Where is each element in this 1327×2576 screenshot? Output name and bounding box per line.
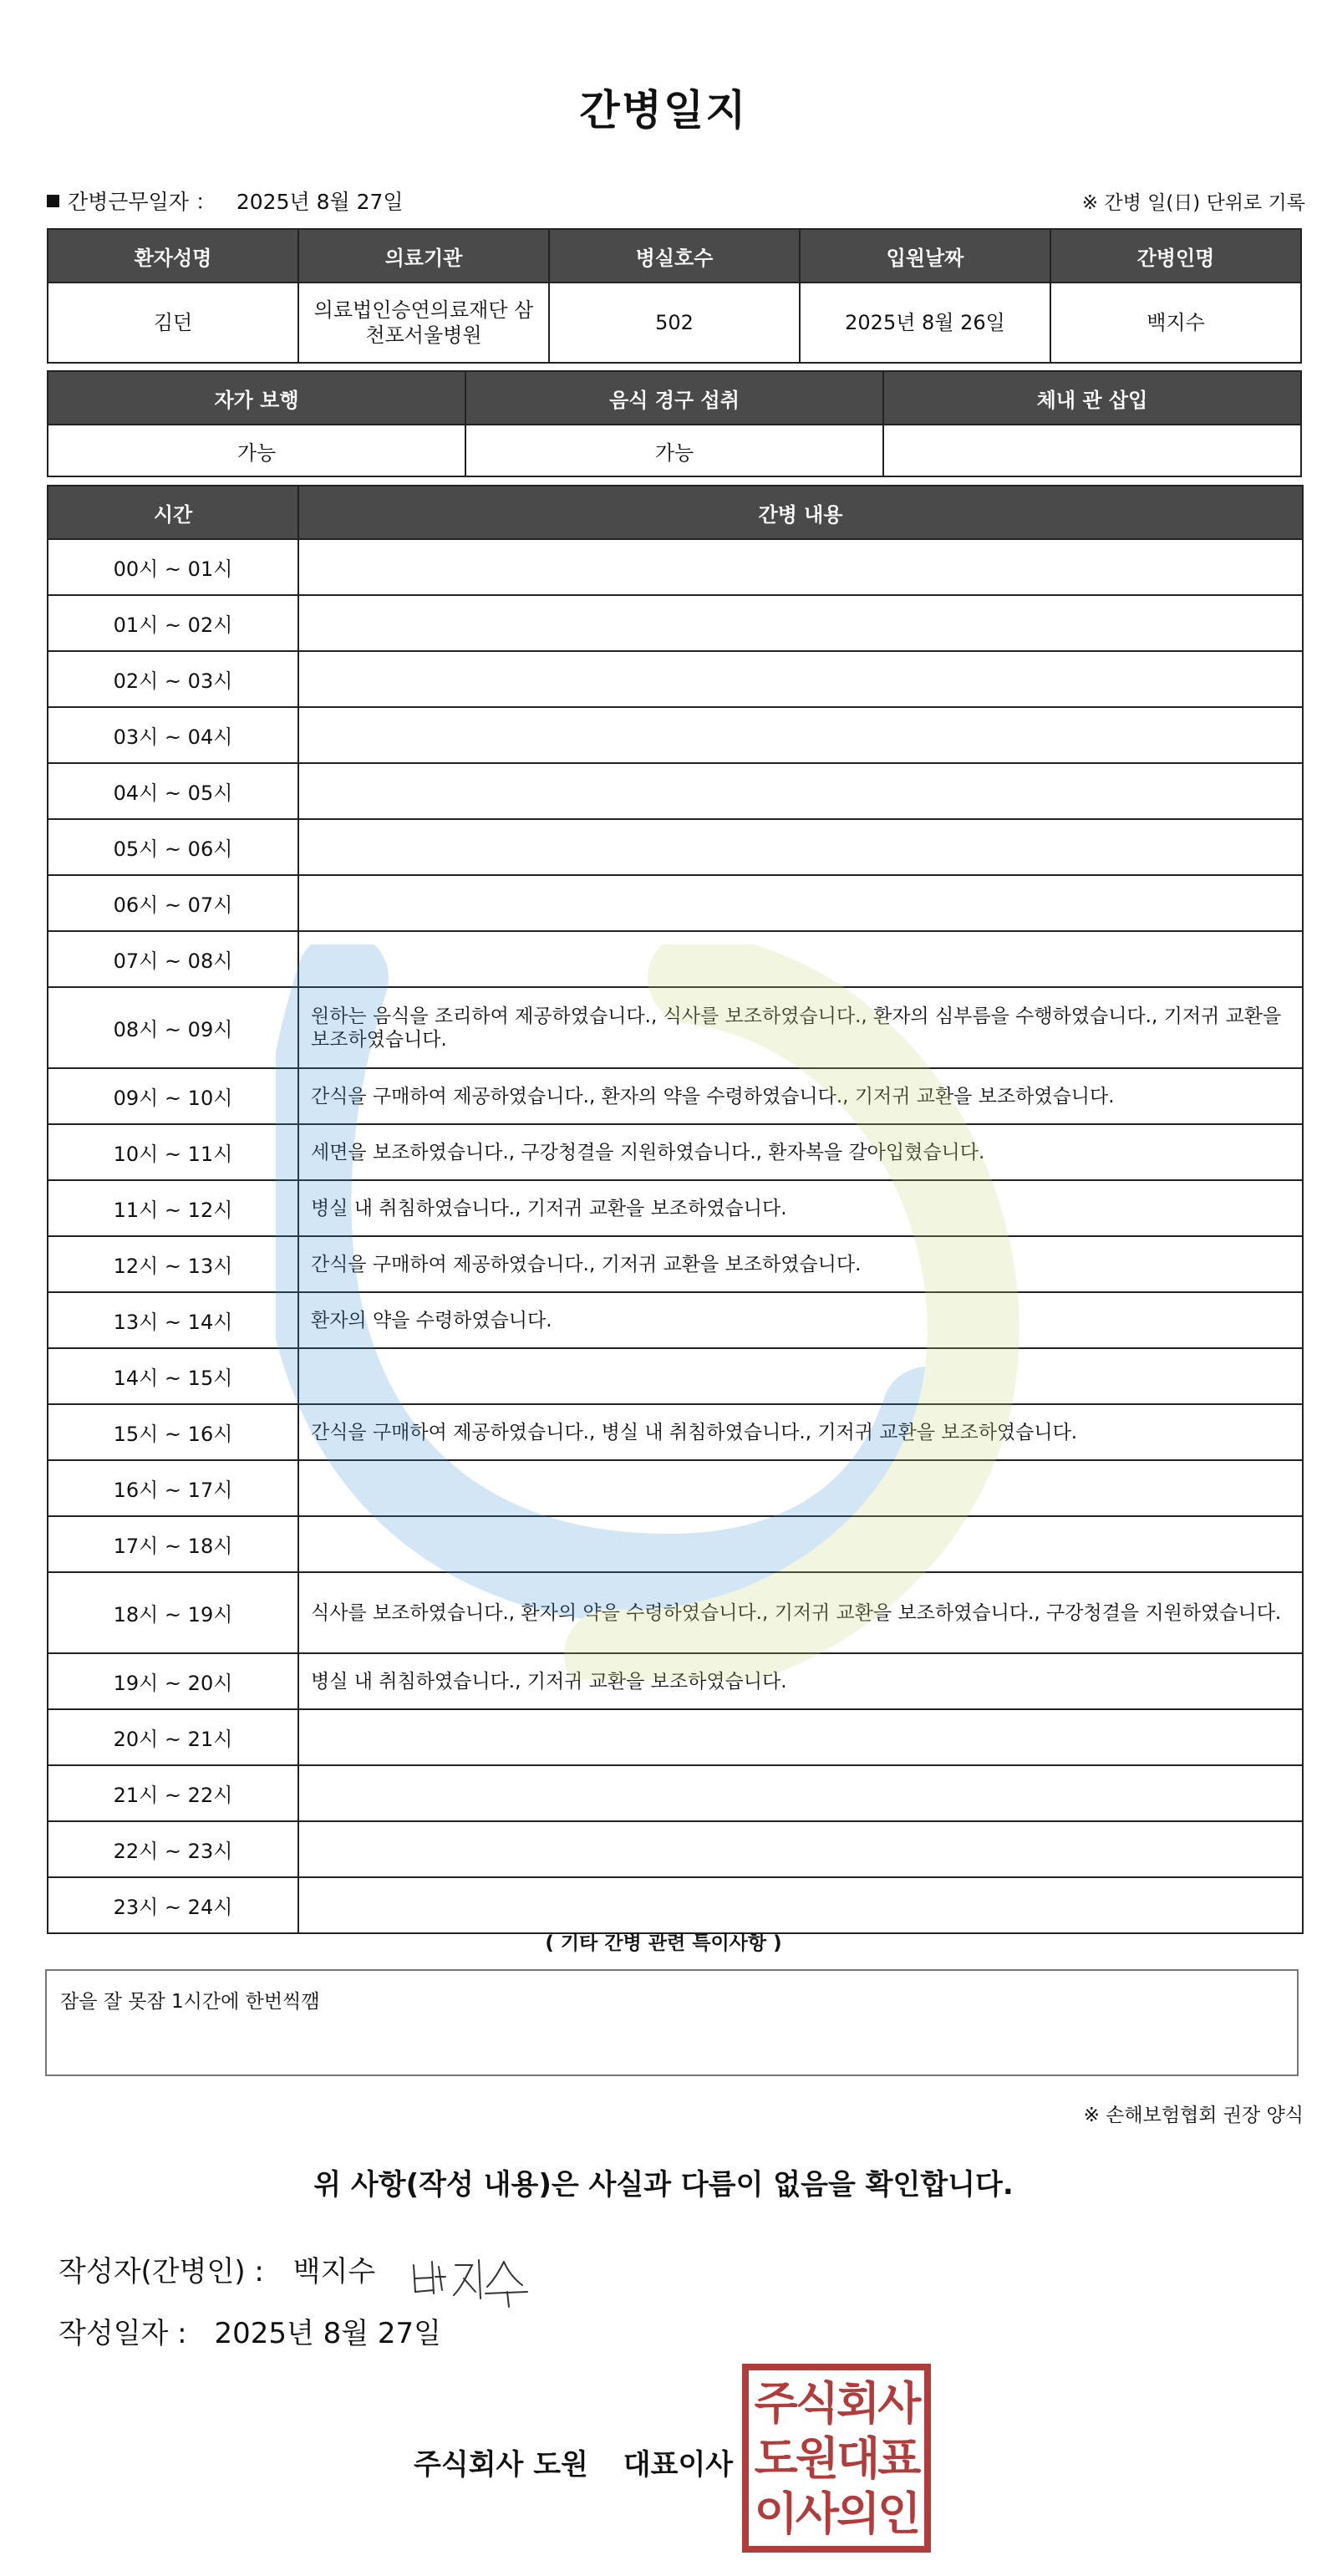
care-content-cell — [298, 595, 1303, 651]
care-content-cell — [298, 1877, 1303, 1933]
care-log-table — [47, 485, 1304, 1934]
time-cell: 21시 ~ 22시 — [48, 1765, 298, 1821]
table-row — [48, 763, 1303, 819]
care-content-cell — [298, 651, 1303, 707]
care-content-cell: 간식을 구매하여 제공하였습니다., 병실 내 취침하였습니다., 기저귀 교환을 보조하였습니다. — [298, 1404, 1303, 1460]
record-note: ※ 간병 일(日) 단위로 기록 — [1081, 192, 1305, 214]
patient-name: 김던 — [48, 283, 298, 363]
writer — [58, 2248, 375, 2289]
work-date-label: 간병근무일자 ： — [68, 190, 216, 214]
care-content-cell — [298, 1516, 1303, 1572]
time-cell: 03시 ~ 04시 — [48, 707, 298, 763]
time-cell: 10시 ~ 11시 — [48, 1124, 298, 1180]
handwritten-signature — [405, 2240, 547, 2315]
header-care-content: 간병 내용 — [298, 486, 1303, 539]
table-row — [48, 987, 1303, 1068]
header-oral-intake: 음식 경구 섭취 — [465, 371, 883, 425]
header-walking: 자가 보행 — [48, 371, 465, 425]
table-row — [48, 1765, 1303, 1821]
company-seal — [742, 2364, 931, 2553]
table-row — [48, 1236, 1303, 1292]
time-cell: 17시 ~ 18시 — [48, 1516, 298, 1572]
care-content-cell — [298, 875, 1303, 931]
header-admission-date: 입원날짜 — [800, 229, 1050, 283]
table-row — [48, 1348, 1303, 1404]
patient-info-header — [48, 229, 1301, 283]
square-bullet-icon — [47, 195, 59, 207]
table-row — [48, 1124, 1303, 1180]
patient-status-header — [48, 371, 1301, 425]
table-row — [48, 1709, 1303, 1765]
care-content-cell — [298, 539, 1303, 595]
time-cell: 13시 ~ 14시 — [48, 1292, 298, 1348]
time-cell: 09시 ~ 10시 — [48, 1068, 298, 1124]
table-row — [48, 1516, 1303, 1572]
care-content-cell — [298, 1765, 1303, 1821]
work-date-value: 2025년 8월 27일 — [236, 190, 404, 214]
time-cell: 18시 ~ 19시 — [48, 1572, 298, 1653]
table-row — [48, 1653, 1303, 1709]
tube-value — [883, 425, 1301, 476]
care-content-cell — [298, 1821, 1303, 1877]
care-content-cell: 식사를 보조하였습니다., 환자의 약을 수령하였습니다., 기저귀 교환을 보조하였습니다., 구강청결을 지원하였습니다. — [298, 1572, 1303, 1653]
institution: 의료법인승연의료재단 삼천포서울병원 — [298, 283, 549, 363]
care-content-cell: 환자의 약을 수령하였습니다. — [298, 1292, 1303, 1348]
table-row — [48, 1460, 1303, 1516]
time-cell: 06시 ~ 07시 — [48, 875, 298, 931]
patient-status-row — [48, 425, 1301, 476]
header-room: 병실호수 — [549, 229, 800, 283]
writer-label: 작성자(간병인) : — [58, 2255, 264, 2288]
care-content-cell — [298, 1348, 1303, 1404]
time-cell: 20시 ~ 21시 — [48, 1709, 298, 1765]
table-row — [48, 1292, 1303, 1348]
patient-info-table — [47, 228, 1302, 364]
company-rep: 대표이사 — [623, 2448, 734, 2482]
care-log-header — [48, 486, 1303, 539]
work-date — [47, 186, 404, 216]
care-content-cell — [298, 1460, 1303, 1516]
care-content-cell — [298, 1709, 1303, 1765]
time-cell: 16시 ~ 17시 — [48, 1460, 298, 1516]
time-cell: 05시 ~ 06시 — [48, 819, 298, 875]
table-row — [48, 875, 1303, 931]
care-content-cell: 세면을 보조하였습니다., 구강청결을 지원하였습니다., 환자복을 갈아입혔습니다. — [298, 1124, 1303, 1180]
oral-intake-value: 가능 — [465, 425, 883, 476]
table-row — [48, 651, 1303, 707]
header-tube: 체내 관 삽입 — [883, 371, 1301, 425]
etc-title: ( 기타 간병 관련 특이사항 ) — [545, 1932, 782, 1954]
time-cell: 15시 ~ 16시 — [48, 1404, 298, 1460]
care-content-cell: 간식을 구매하여 제공하였습니다., 기저귀 교환을 보조하였습니다. — [298, 1236, 1303, 1292]
writer-name: 백지수 — [292, 2255, 376, 2288]
time-cell: 02시 ~ 03시 — [48, 651, 298, 707]
care-content-cell — [298, 819, 1303, 875]
time-cell: 04시 ~ 05시 — [48, 763, 298, 819]
table-row — [48, 707, 1303, 763]
time-cell: 12시 ~ 13시 — [48, 1236, 298, 1292]
header-patient-name: 환자성명 — [48, 229, 298, 283]
table-row — [48, 1068, 1303, 1124]
care-content-cell — [298, 707, 1303, 763]
time-cell: 11시 ~ 12시 — [48, 1180, 298, 1236]
time-cell: 14시 ~ 15시 — [48, 1348, 298, 1404]
time-cell: 19시 ~ 20시 — [48, 1653, 298, 1709]
time-cell: 22시 ~ 23시 — [48, 1821, 298, 1877]
header-caregiver: 간병인명 — [1050, 229, 1301, 283]
seal-line: 주식회사 — [754, 2376, 919, 2430]
patient-info-row — [48, 283, 1301, 363]
patient-status-table — [47, 370, 1302, 477]
company — [414, 2441, 733, 2482]
care-content-cell: 병실 내 취침하였습니다., 기저귀 교환을 보조하였습니다. — [298, 1180, 1303, 1236]
write-date — [58, 2310, 441, 2351]
seal-line: 도원대표 — [754, 2431, 919, 2485]
table-row — [48, 1180, 1303, 1236]
table-row — [48, 539, 1303, 595]
time-cell: 07시 ~ 08시 — [48, 931, 298, 987]
care-content-cell: 간식을 구매하여 제공하였습니다., 환자의 약을 수령하였습니다., 기저귀 교환을 보조하였습니다. — [298, 1068, 1303, 1124]
care-content-cell — [298, 931, 1303, 987]
room-number: 502 — [549, 283, 800, 363]
table-row — [48, 1877, 1303, 1933]
table-row — [48, 1821, 1303, 1877]
table-row — [48, 819, 1303, 875]
write-date-value: 2025년 8월 27일 — [214, 2317, 442, 2350]
confirm-text: 위 사항(작성 내용)은 사실과 다름이 없음을 확인합니다. — [313, 2168, 1014, 2202]
time-cell: 00시 ~ 01시 — [48, 539, 298, 595]
table-row — [48, 595, 1303, 651]
company-name: 주식회사 도원 — [414, 2448, 588, 2482]
etc-content: 잠을 잘 못잠 1시간에 한번씩깸 — [45, 1969, 1299, 2076]
care-content-cell: 병실 내 취침하였습니다., 기저귀 교환을 보조하였습니다. — [298, 1653, 1303, 1709]
table-row — [48, 1572, 1303, 1653]
time-cell: 23시 ~ 24시 — [48, 1877, 298, 1933]
caregiver-name: 백지수 — [1050, 283, 1301, 363]
care-log-body — [48, 539, 1303, 1933]
seal-line: 이사의인 — [754, 2487, 919, 2540]
header-institution: 의료기관 — [298, 229, 549, 283]
write-date-label: 작성일자 : — [58, 2317, 187, 2350]
care-content-cell — [298, 763, 1303, 819]
table-row — [48, 1404, 1303, 1460]
table-row — [48, 931, 1303, 987]
header-time: 시간 — [48, 486, 298, 539]
admission-date: 2025년 8월 26일 — [800, 283, 1050, 363]
page-title: 간병일지 — [579, 86, 748, 135]
care-content-cell: 원하는 음식을 조리하여 제공하였습니다., 식사를 보조하였습니다., 환자의 심부름을 수행하였습니다., 기저귀 교환을 보조하였습니다. — [298, 987, 1303, 1068]
time-cell: 08시 ~ 09시 — [48, 987, 298, 1068]
time-cell: 01시 ~ 02시 — [48, 595, 298, 651]
kidi-note: ※ 손해보험협회 권장 양식 — [1083, 2105, 1304, 2126]
walking-value: 가능 — [48, 425, 465, 476]
